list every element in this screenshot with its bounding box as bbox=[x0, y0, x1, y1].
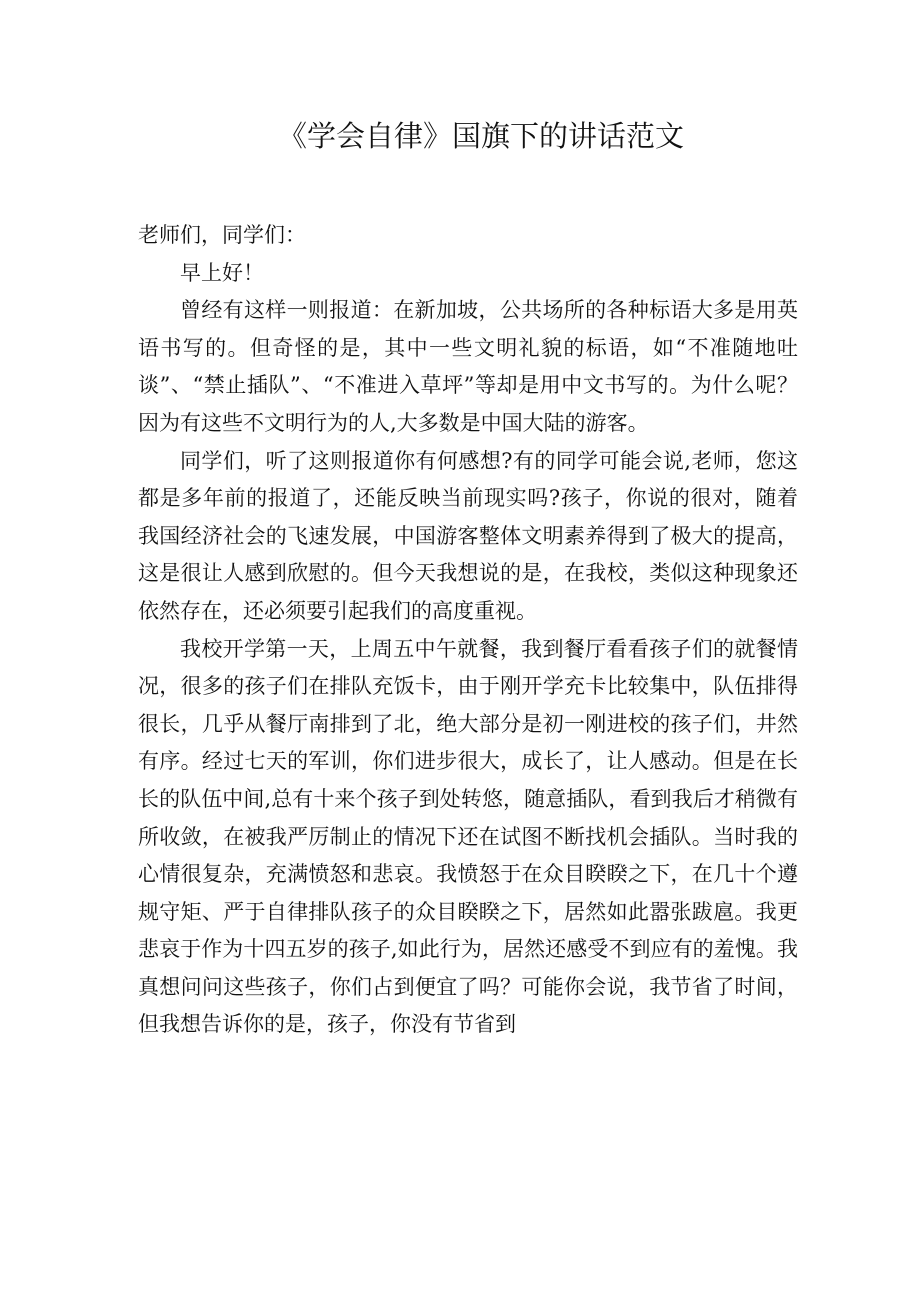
document-body bbox=[138, 217, 798, 1044]
paragraph-report: 曾经有这样一则报道：在新加坡，公共场所的各种标语大多是用英语书写的。但奇怪的是，其中一些文明礼貌的标语，如“不准随地吐谈”、“禁止插队”、“不准进入草坪”等却是用中文书写的。为什么呢？因为有这些不文明行为的人,大多数是中国大陆的游客。 bbox=[138, 298, 798, 435]
paragraph-canteen-story: 我校开学第一天，上周五中午就餐，我到餐厅看看孩子们的就餐情况，很多的孩子们在排队充饭卡，由于刚开学充卡比较集中，队伍排得很长，几乎从餐厅南排到了北，绝大部分是初一刚进校的孩子们，井然有序。经过七天的军训，你们进步很大，成长了，让人感动。但是在长长的队伍中间,总有十来个孩子到处转悠，随意插队，看到我后才稍微有所收敛，在被我严厉制止的情况下还在试图不断找机会插队。当时我的心情很复杂，充满愤怒和悲哀。我愤怒于在众目睽睽之下，在几十个遵规守矩、严于自律排队孩子的众目睽睽之下，居然如此嚣张跋扈。我更悲哀于作为十四五岁的孩子,如此行为，居然还感受不到应有的羞愧。我真想问问这些孩子，你们占到便宜了吗？可能你会说，我节省了时间，但我想告诉你的是，孩子，你没有节省到 bbox=[138, 636, 798, 1037]
salutation-line: 老师们，同学们： bbox=[138, 223, 306, 247]
document-title: 《学会自律》国旗下的讲话范文 bbox=[277, 119, 684, 153]
paragraph-reflection: 同学们，听了这则报道你有何感想?有的同学可能会说,老师，您这都是多年前的报道了，还能反映当前现实吗?孩子，你说的很对，随着我国经济社会的飞速发展，中国游客整体文明素养得到了极大的提高，这是很让人感到欣慰的。但今天我想说的是，在我校，类似这种现象还依然存在，还必须要引起我们的高度重视。 bbox=[138, 448, 798, 623]
paragraph-greeting: 早上好！ bbox=[180, 260, 264, 285]
